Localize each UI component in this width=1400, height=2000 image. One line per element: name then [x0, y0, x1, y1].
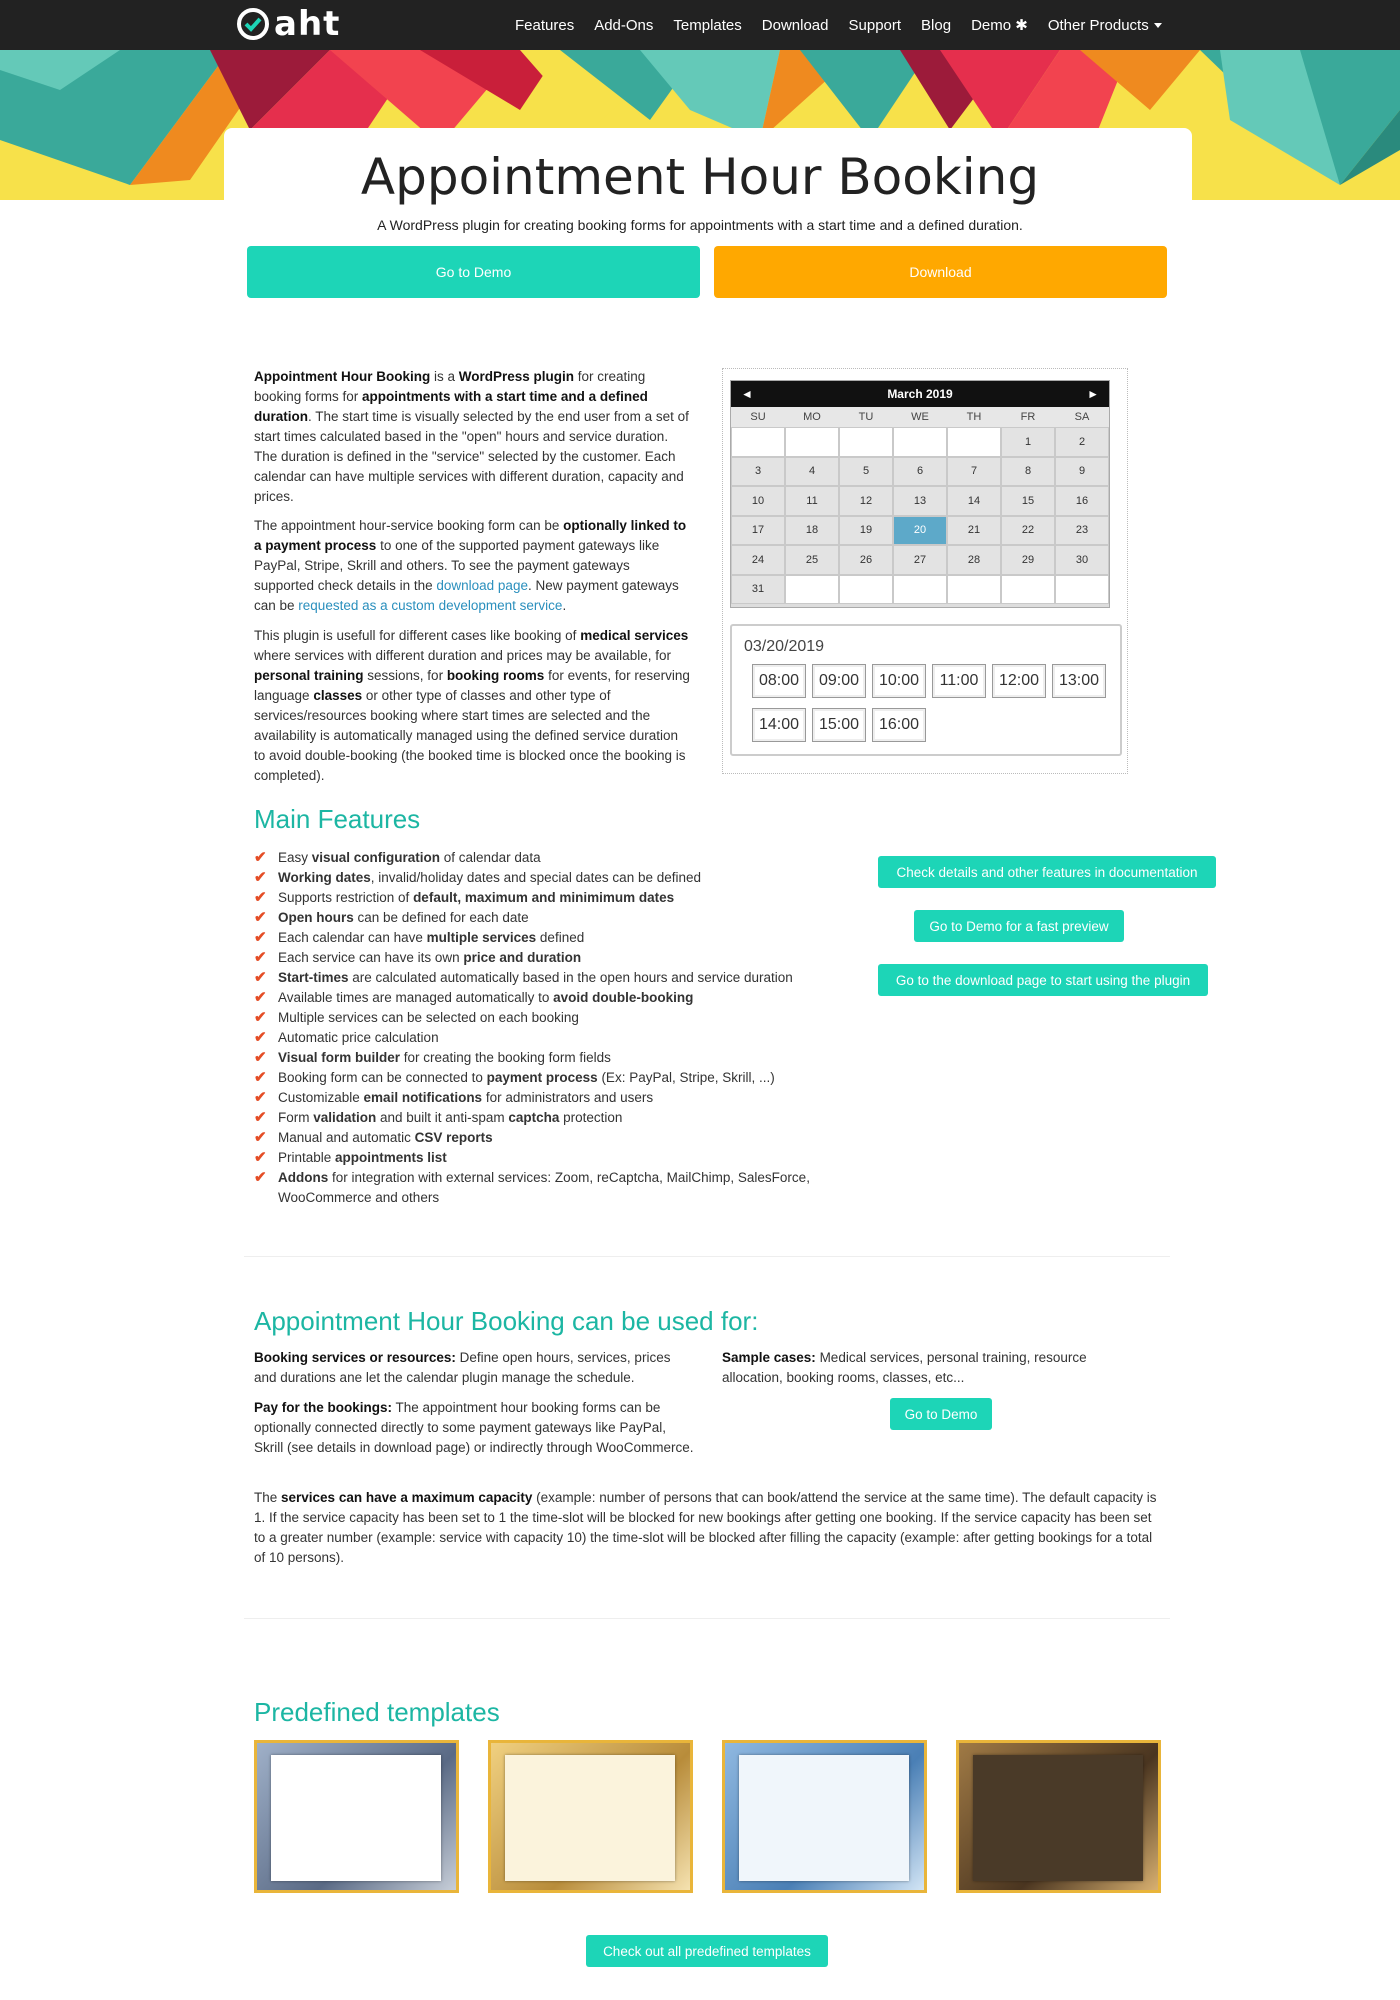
- calendar-weekdays: [731, 407, 1109, 427]
- bold-text: price and duration: [463, 950, 582, 965]
- template-thumbnail-1[interactable]: [254, 1740, 459, 1893]
- check-icon: ✔: [254, 849, 267, 866]
- feature-text: Visual form builder for creating the booking form fields: [278, 1050, 611, 1065]
- calendar-day[interactable]: 14: [947, 486, 1001, 516]
- calendar-empty-cell: [1055, 575, 1109, 605]
- calendar-day[interactable]: 30: [1055, 545, 1109, 575]
- bold-text: Addons: [278, 1170, 329, 1185]
- calendar-day[interactable]: 10: [731, 486, 785, 516]
- caret-down-icon: [1154, 23, 1162, 28]
- feature-item: [254, 1168, 854, 1208]
- usedfor-demo-button[interactable]: Go to Demo: [890, 1398, 992, 1430]
- page-title: Appointment Hour Booking: [360, 148, 1040, 206]
- template-preview: [505, 1755, 675, 1881]
- bold-text: WordPress plugin: [458, 369, 575, 384]
- slot-date: 03/20/2019: [744, 638, 825, 655]
- calendar-empty-cell: [947, 575, 1001, 605]
- bold-text: captcha: [508, 1110, 560, 1125]
- check-icon: ✔: [254, 929, 267, 946]
- feature-item: [254, 1148, 854, 1168]
- check-icon: ✔: [254, 889, 267, 906]
- docs-button[interactable]: Check details and other features in documentation: [878, 856, 1216, 888]
- nav-menu: [505, 0, 1172, 50]
- nav-demo-label: Demo: [971, 17, 1012, 34]
- inline-link[interactable]: requested as a custom development service: [298, 598, 563, 613]
- check-icon: ✔: [254, 1169, 267, 1186]
- weekday-label: TH: [966, 411, 982, 423]
- feature-item: [254, 948, 854, 968]
- bold-text: personal training: [254, 668, 364, 683]
- gear-icon: ✱: [1015, 17, 1028, 34]
- usedfor-heading: Appointment Hour Booking can be used for:: [254, 1306, 759, 1336]
- calendar-day[interactable]: 29: [1001, 545, 1055, 575]
- prev-month-icon[interactable]: ◄: [741, 387, 753, 401]
- calendar-day[interactable]: 7: [947, 457, 1001, 487]
- feature-item: [254, 968, 854, 988]
- next-month-icon[interactable]: ►: [1087, 387, 1099, 401]
- check-icon: ✔: [254, 909, 267, 926]
- check-icon: ✔: [254, 989, 267, 1006]
- calendar-empty-cell: [785, 427, 839, 457]
- calendar-day[interactable]: 24: [731, 545, 785, 575]
- nav-other-products[interactable]: [1038, 17, 1172, 34]
- nav-other-products-label: Other Products: [1047, 16, 1149, 34]
- calendar-day[interactable]: 11: [785, 486, 839, 516]
- all-templates-button[interactable]: Check out all predefined templates: [586, 1935, 828, 1967]
- feature-text: Easy visual configuration of calendar data: [278, 850, 541, 865]
- calendar-empty-cell: [893, 575, 947, 605]
- bold-text: Pay for the bookings:: [254, 1400, 393, 1415]
- calendar-day[interactable]: 31: [731, 575, 785, 605]
- feature-text: Automatic price calculation: [278, 1030, 439, 1045]
- check-icon: ✔: [254, 1109, 267, 1126]
- bold-text: email notifications: [363, 1090, 483, 1105]
- fast-demo-button[interactable]: Go to Demo for a fast preview: [914, 910, 1124, 942]
- calendar-day[interactable]: 25: [785, 545, 839, 575]
- divider: [244, 1618, 1170, 1619]
- calendar-day[interactable]: 8: [1001, 457, 1055, 487]
- template-thumbnail-3[interactable]: [722, 1740, 927, 1893]
- features-list: [254, 848, 854, 1208]
- template-thumbnail-4[interactable]: [956, 1740, 1161, 1893]
- bold-text: appointments with a start time and a defined duration: [254, 389, 648, 424]
- time-slot[interactable]: 12:00: [992, 664, 1046, 698]
- nav-support[interactable]: Support: [848, 16, 902, 34]
- weekday-label: FR: [1020, 411, 1036, 423]
- bold-text: classes: [313, 688, 363, 703]
- calendar-day[interactable]: 9: [1055, 457, 1109, 487]
- templates-heading: Predefined templates: [254, 1697, 500, 1727]
- calendar-day[interactable]: 19: [839, 516, 893, 546]
- bold-text: booking rooms: [446, 668, 545, 683]
- calendar-day[interactable]: 26: [839, 545, 893, 575]
- feature-text: Printable appointments list: [278, 1150, 447, 1165]
- weekday-label: MO: [803, 411, 821, 423]
- time-slot[interactable]: 08:00: [752, 664, 806, 698]
- template-preview: [739, 1755, 909, 1881]
- feature-item: [254, 848, 854, 868]
- nav-blog[interactable]: Blog: [921, 16, 952, 34]
- time-slot[interactable]: 14:00: [752, 708, 806, 742]
- time-slots-panel: [730, 624, 1122, 756]
- bold-text: Sample cases:: [722, 1350, 816, 1365]
- feature-item: [254, 1048, 854, 1068]
- calendar-day[interactable]: 21: [947, 516, 1001, 546]
- logo-text: aht: [274, 4, 341, 44]
- bold-text: CSV reports: [414, 1130, 493, 1145]
- feature-text: Form validation and built it anti-spam captcha protection: [278, 1110, 623, 1125]
- feature-text: Available times are managed automatically to avoid double-booking: [278, 990, 694, 1005]
- calendar-day[interactable]: 16: [1055, 486, 1109, 516]
- feature-text: Supports restriction of default, maximum and minimimum dates: [278, 890, 675, 905]
- template-thumbnail-2[interactable]: [488, 1740, 693, 1893]
- calendar: [730, 380, 1110, 608]
- navbar: [0, 0, 1400, 50]
- feature-item: [254, 1068, 854, 1088]
- check-icon: ✔: [254, 1149, 267, 1166]
- bold-text: Visual form builder: [278, 1050, 401, 1065]
- feature-item: [254, 988, 854, 1008]
- feature-text: Manual and automatic CSV reports: [278, 1130, 493, 1145]
- calendar-empty-cell: [947, 427, 1001, 457]
- time-slot[interactable]: 16:00: [872, 708, 926, 742]
- check-icon: ✔: [254, 869, 267, 886]
- template-preview: [271, 1755, 441, 1881]
- calendar-day[interactable]: 17: [731, 516, 785, 546]
- weekday-label: WE: [911, 411, 929, 423]
- bold-text: default, maximum and minimimum dates: [413, 890, 675, 905]
- time-slot[interactable]: 09:00: [812, 664, 866, 698]
- calendar-day[interactable]: 1: [1001, 427, 1055, 457]
- download-page-button[interactable]: Go to the download page to start using the plugin: [878, 964, 1208, 996]
- bold-text: multiple services: [426, 930, 537, 945]
- feature-text: Start-times are calculated automatically based in the open hours and service duration: [278, 970, 793, 985]
- bold-text: visual configuration: [311, 850, 441, 865]
- feature-item: [254, 908, 854, 928]
- bold-text: Open hours: [278, 910, 354, 925]
- feature-item: [254, 1108, 854, 1128]
- calendar-grid: [731, 427, 1109, 604]
- feature-item: [254, 1088, 854, 1108]
- calendar-day[interactable]: 4: [785, 457, 839, 487]
- calendar-day[interactable]: 12: [839, 486, 893, 516]
- calendar-empty-cell: [1001, 575, 1055, 605]
- bold-text: Start-times: [278, 970, 349, 985]
- time-slot[interactable]: 10:00: [872, 664, 926, 698]
- bold-text: services can have a maximum capacity: [281, 1490, 533, 1505]
- check-icon: ✔: [254, 1029, 267, 1046]
- nav-templates[interactable]: Templates: [673, 16, 742, 34]
- intro-paragraph-1: Appointment Hour Booking is a WordPress plugin for creating booking forms for appointments with a start time and a defined duration. The start time is visually selected by the end user from a set of start times calculated based in the "open" hours and service duration. The duration is defined in the "service" selected by the customer. Each calendar can have multiple services with different duration, capacity and prices.: [254, 369, 689, 504]
- check-icon: ✔: [254, 1089, 267, 1106]
- usedfor-samples: Sample cases: Medical services, personal training, resource allocation, booking rooms, classes, etc...: [722, 1350, 1087, 1385]
- nav-addons[interactable]: Add-Ons: [594, 16, 654, 34]
- calendar-empty-cell: [893, 427, 947, 457]
- bold-text: payment process: [486, 1070, 598, 1085]
- feature-item: [254, 868, 854, 888]
- feature-text: Open hours can be defined for each date: [278, 910, 529, 925]
- time-slot[interactable]: 13:00: [1052, 664, 1106, 698]
- calendar-day[interactable]: 15: [1001, 486, 1055, 516]
- weekday-label: TU: [858, 411, 874, 423]
- feature-text: Booking form can be connected to payment process (Ex: PayPal, Stripe, Skrill, ...): [278, 1070, 775, 1085]
- weekday-label: SU: [750, 411, 766, 423]
- bold-text: avoid double-booking: [553, 990, 694, 1005]
- feature-text: Customizable email notifications for administrators and users: [278, 1090, 654, 1105]
- logo-check-icon: [236, 7, 270, 41]
- time-slot[interactable]: 11:00: [932, 664, 986, 698]
- check-icon: ✔: [254, 1129, 267, 1146]
- template-preview: [973, 1755, 1143, 1881]
- check-icon: ✔: [254, 1069, 267, 1086]
- site-logo[interactable]: [236, 2, 340, 46]
- calendar-day[interactable]: 20: [893, 516, 947, 546]
- divider: [244, 1256, 1170, 1257]
- feature-item: [254, 1008, 854, 1028]
- intro-paragraph-3: This plugin is usefull for different cases like booking of medical services where services with different duration and prices may be available, for personal training sessions, for booking rooms for events, for reserving language classes or other type of classes and other type of services/resources booking where start times are selected and the availability is automatically managed using the defined service duration to avoid double-booking (the booked time is blocked once the booking is completed).: [254, 628, 690, 783]
- calendar-day[interactable]: 13: [893, 486, 947, 516]
- usedfor-services: Booking services or resources: Define open hours, services, prices and durations ane let the calendar plugin manage the schedule.: [254, 1350, 671, 1385]
- bold-text: optionally linked to a payment process: [254, 518, 687, 553]
- bold-text: validation: [313, 1110, 377, 1125]
- calendar-day[interactable]: 22: [1001, 516, 1055, 546]
- feature-text: Each calendar can have multiple services defined: [278, 930, 585, 945]
- check-icon: ✔: [254, 1049, 267, 1066]
- capacity-paragraph: The services can have a maximum capacity (example: number of persons that can book/attend the service at the same time). The default capacity is 1. If the service capacity has been set to 1 the time-slot will be blocked for new bookings after getting one booking. If the service capacity has been set to a greater number (example: service with capacity 10) the time-slot will be blocked after filling the capacity (example: after getting bookings for a total of 10 persons).: [254, 1490, 1157, 1565]
- feature-text: Multiple services can be selected on each booking: [278, 1010, 579, 1025]
- calendar-day[interactable]: 5: [839, 457, 893, 487]
- bold-text: Booking services or resources:: [254, 1350, 456, 1365]
- bold-text: medical services: [580, 628, 689, 643]
- check-icon: ✔: [254, 949, 267, 966]
- feature-text: Working dates, invalid/holiday dates and special dates can be defined: [278, 870, 702, 885]
- intro-paragraph-2: The appointment hour-service booking form can be optionally linked to a payment process to one of the supported payment gateways like PayPal, Stripe, Skrill and others. To see the payment gateways supported check details in the download page. New payment gateways can be requested as a custom development service.: [254, 518, 687, 613]
- calendar-empty-cell: [839, 427, 893, 457]
- bold-text: appointments list: [335, 1150, 447, 1165]
- feature-item: [254, 928, 854, 948]
- inline-link[interactable]: download page: [436, 578, 528, 593]
- calendar-day[interactable]: 18: [785, 516, 839, 546]
- calendar-day[interactable]: 27: [893, 545, 947, 575]
- nav-features[interactable]: Features: [515, 16, 575, 34]
- feature-item: [254, 888, 854, 908]
- calendar-day[interactable]: 23: [1055, 516, 1109, 546]
- calendar-empty-cell: [785, 575, 839, 605]
- nav-demo[interactable]: [961, 16, 1038, 34]
- hero-demo-button[interactable]: Go to Demo: [247, 246, 700, 298]
- calendar-day[interactable]: 6: [893, 457, 947, 487]
- check-icon: ✔: [254, 969, 267, 986]
- bold-text: Working dates: [278, 870, 371, 885]
- feature-item: [254, 1128, 854, 1148]
- calendar-month: March 2019: [887, 387, 953, 401]
- calendar-day[interactable]: 2: [1055, 427, 1109, 457]
- features-heading: Main Features: [254, 804, 421, 834]
- check-icon: ✔: [254, 1009, 267, 1026]
- calendar-empty-cell: [731, 427, 785, 457]
- weekday-label: SA: [1074, 411, 1090, 423]
- feature-item: [254, 1028, 854, 1048]
- calendar-day[interactable]: 3: [731, 457, 785, 487]
- usedfor-payments: Pay for the bookings: The appointment hour booking forms can be optionally connected directly to some payment gateways like PayPal, Skrill (see details in download page) or indirectly through WooCommerce.: [254, 1400, 694, 1455]
- calendar-day[interactable]: 28: [947, 545, 1001, 575]
- nav-download[interactable]: Download: [761, 16, 829, 34]
- time-slot[interactable]: 15:00: [812, 708, 866, 742]
- feature-text: Each service can have its own price and duration: [278, 950, 582, 965]
- feature-text: Addons for integration with external services: Zoom, reCaptcha, MailChimp, SalesForce, WooCommerce and others: [278, 1170, 810, 1205]
- page-subtitle: A WordPress plugin for creating booking forms for appointments with a start time and a defined duration.: [377, 217, 1023, 233]
- bold-text: Appointment Hour Booking: [254, 369, 431, 384]
- calendar-empty-cell: [839, 575, 893, 605]
- calendar-header: [731, 381, 1109, 407]
- hero-download-button[interactable]: Download: [714, 246, 1167, 298]
